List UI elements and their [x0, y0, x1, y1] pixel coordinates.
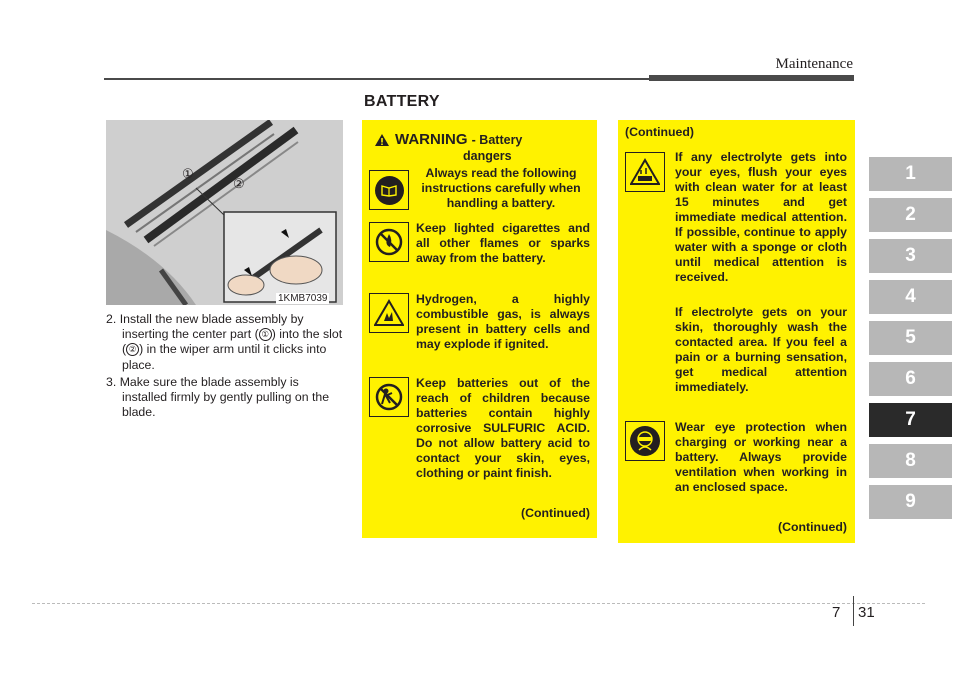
- footer-page-number: 31: [858, 604, 875, 621]
- chapter-tab-8[interactable]: 8: [869, 444, 952, 478]
- step-2: 2. Install the new blade assembly by inserting the center part ( ① ) into the slot ( ② ) in the wiper arm until it clicks into place.: [106, 312, 343, 372]
- callout-2: ②: [233, 176, 245, 191]
- explosion-icon: [369, 293, 409, 333]
- footer-chapter: 7: [832, 604, 841, 621]
- circled-2: ②: [126, 343, 139, 356]
- instruction-steps: [106, 312, 343, 422]
- continued-label-1: (Continued): [521, 506, 590, 520]
- chapter-tab-1[interactable]: 1: [869, 157, 952, 191]
- figure-code: 1KMB7039: [278, 293, 328, 304]
- warning-item-2: Keep lighted cigarettes and all other flames or sparks away from the battery.: [416, 221, 590, 265]
- chapter-tab-4[interactable]: 4: [869, 280, 952, 314]
- corrosive-icon: [625, 152, 665, 192]
- chapter-tab-2[interactable]: 2: [869, 198, 952, 232]
- circled-1: ①: [259, 328, 272, 341]
- header-tab-bar: [649, 75, 854, 81]
- warning-cont-item-1b: If electrolyte gets on your skin, thoroughly wash the contacted area. If you feel a pain or a burning sensation, get medical attention immediately.: [675, 305, 847, 394]
- warning-subtitle: dangers: [463, 149, 512, 163]
- chapter-tab-3[interactable]: 3: [869, 239, 952, 273]
- warning-title: WARNING - Battery: [395, 131, 523, 148]
- continued-heading: (Continued): [625, 125, 694, 139]
- manual-icon: [369, 170, 409, 210]
- eye-protection-icon: [625, 421, 665, 461]
- warning-triangle-icon: [374, 133, 390, 147]
- step-3: 3. Make sure the blade assembly is installed firmly by gently pulling on the blade.: [106, 374, 330, 420]
- warning-item-1: Always read the following instructions carefully when handling a battery.: [421, 166, 581, 210]
- chapter-tab-7[interactable]: 7: [869, 403, 952, 437]
- keep-children-away-icon: [369, 377, 409, 417]
- warning-cont-item-2: Wear eye protection when charging or working near a battery. Always provide ventilation when working in an enclosed space.: [675, 420, 847, 494]
- wiper-blade-figure: [106, 120, 343, 305]
- warning-item-3: Hydrogen, a highly combustible gas, is always present in battery cells and may explode if ignited.: [416, 292, 590, 351]
- footer-divider: [853, 596, 854, 626]
- warning-cont-item-1a: If any electrolyte gets into your eyes, flush your eyes with clean water for at least 15 minutes and get immediate medical attention. If possible, continue to apply water with a sponge or cloth until medical attention is received.: [675, 150, 847, 284]
- warning-item-4: Keep batteries out of the reach of children because batteries contain highly corrosive SULFURIC ACID. Do not allow battery acid to contact your skin, eyes, clothing or paint finish.: [416, 376, 590, 480]
- chapter-tab-9[interactable]: 9: [869, 485, 952, 519]
- section-title: BATTERY: [364, 93, 440, 110]
- chapter-tab-6[interactable]: 6: [869, 362, 952, 396]
- footer-rule: [32, 603, 925, 604]
- running-header: Maintenance: [775, 56, 853, 72]
- continued-label-2: (Continued): [778, 520, 847, 534]
- header-rule: [104, 78, 649, 80]
- chapter-tab-5[interactable]: 5: [869, 321, 952, 355]
- no-flame-icon: [369, 222, 409, 262]
- callout-1: ①: [182, 166, 194, 181]
